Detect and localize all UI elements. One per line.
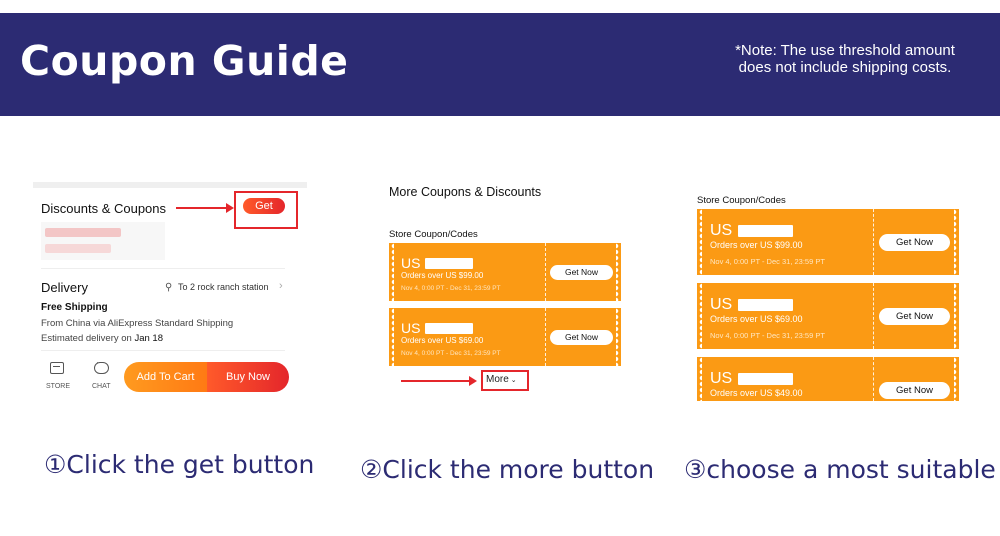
- coupon-validity: Nov 4, 0:00 PT - Dec 31, 23:59 PT: [401, 350, 501, 357]
- hidden-amount: [425, 323, 473, 334]
- coupon-card: [697, 283, 959, 349]
- ticket-separator: [873, 209, 874, 275]
- coupon-currency: US: [710, 296, 733, 313]
- estimated-date: Jan 18: [134, 333, 163, 344]
- top-divider: [33, 182, 307, 188]
- more-label[interactable]: More: [486, 374, 509, 385]
- ticket-separator: [545, 243, 546, 301]
- coupon-threshold: Orders over US $49.00: [710, 388, 803, 398]
- ticket-edge: [954, 283, 959, 349]
- more-button[interactable]: [486, 374, 517, 385]
- discounts-coupons-label: Discounts & Coupons: [41, 201, 167, 216]
- coupon-threshold: Orders over US $69.00: [401, 336, 484, 345]
- delivery-location-link[interactable]: To 2 rock ranch station: [178, 282, 269, 292]
- coupon-currency: US: [401, 320, 421, 336]
- ticket-edge: [616, 308, 621, 366]
- store-icon[interactable]: [50, 362, 64, 374]
- threshold-note: [715, 42, 975, 76]
- blurred-line: [45, 228, 121, 237]
- ticket-edge: [389, 243, 394, 301]
- get-now-button[interactable]: Get Now: [879, 308, 950, 325]
- coupon-threshold: Orders over US $69.00: [710, 314, 803, 324]
- ticket-edge: [697, 283, 702, 349]
- ticket-edge: [697, 357, 702, 401]
- divider: [41, 350, 285, 351]
- divider: [41, 268, 285, 269]
- hidden-amount: [738, 299, 793, 311]
- chat-label[interactable]: CHAT: [92, 383, 111, 390]
- step2-caption: ②Click the more button: [360, 455, 655, 484]
- step1-screenshot: [33, 182, 307, 404]
- ticket-edge: [697, 209, 702, 275]
- page-title: Coupon Guide: [20, 37, 349, 85]
- add-to-cart-button[interactable]: Add To Cart: [124, 362, 207, 392]
- coupon-card: [697, 209, 959, 275]
- store-coupon-heading: Store Coupon/Codes: [697, 195, 786, 206]
- chevron-right-icon[interactable]: ›: [279, 280, 283, 292]
- step3-caption: ③choose a most suitable: [684, 455, 996, 484]
- step1-caption: ①Click the get button: [44, 450, 315, 479]
- hidden-amount: [738, 225, 793, 237]
- ticket-edge: [954, 209, 959, 275]
- ticket-edge: [616, 243, 621, 301]
- coupon-currency: US: [401, 255, 421, 271]
- get-now-button[interactable]: Get Now: [879, 234, 950, 251]
- header-banner: [0, 13, 1000, 116]
- ticket-separator: [545, 308, 546, 366]
- get-button[interactable]: Get: [243, 198, 285, 214]
- estimated-prefix: Estimated delivery on: [41, 333, 135, 344]
- more-coupons-title: More Coupons & Discounts: [389, 185, 542, 199]
- store-coupon-heading: Store Coupon/Codes: [389, 229, 478, 240]
- ticket-edge: [389, 308, 394, 366]
- get-now-button[interactable]: Get Now: [550, 265, 613, 280]
- hidden-amount: [738, 373, 793, 385]
- get-now-button[interactable]: Get Now: [879, 382, 950, 399]
- coupon-validity: Nov 4, 0:00 PT - Dec 31, 23:59 PT: [710, 331, 825, 340]
- chevron-down-icon[interactable]: ⌄: [508, 377, 517, 384]
- blurred-line: [45, 244, 111, 253]
- coupon-card: [389, 243, 621, 301]
- location-pin-icon: ⚲: [165, 282, 173, 293]
- coupon-validity: Nov 4, 0:00 PT - Dec 31, 23:59 PT: [710, 257, 825, 266]
- red-arrow-icon: [401, 380, 471, 382]
- coupon-currency: US: [710, 370, 733, 387]
- ticket-edge: [954, 357, 959, 401]
- coupon-validity: Nov 4, 0:00 PT - Dec 31, 23:59 PT: [401, 285, 501, 292]
- buy-now-button[interactable]: Buy Now: [207, 362, 289, 392]
- hidden-amount: [425, 258, 473, 269]
- coupon-threshold: Orders over US $99.00: [401, 271, 484, 280]
- delivery-label: Delivery: [41, 280, 88, 295]
- coupon-currency: US: [710, 222, 733, 239]
- coupon-card: [697, 357, 959, 401]
- red-arrow-icon: [176, 207, 228, 209]
- chat-icon[interactable]: [94, 362, 109, 374]
- ticket-separator: [873, 283, 874, 349]
- coupon-card: [389, 308, 621, 366]
- blurred-coupon-info: [41, 222, 165, 260]
- shipping-method-text: From China via AliExpress Standard Shipping: [41, 318, 234, 329]
- estimated-delivery-text: [41, 333, 163, 344]
- ticket-separator: [873, 357, 874, 401]
- get-now-button[interactable]: Get Now: [550, 330, 613, 345]
- free-shipping-label: Free Shipping: [41, 302, 108, 313]
- coupon-threshold: Orders over US $99.00: [710, 240, 803, 250]
- note-line-2: does not include shipping costs.: [738, 59, 952, 76]
- note-line-1: *Note: The use threshold amount: [735, 42, 955, 59]
- store-label[interactable]: STORE: [46, 383, 70, 390]
